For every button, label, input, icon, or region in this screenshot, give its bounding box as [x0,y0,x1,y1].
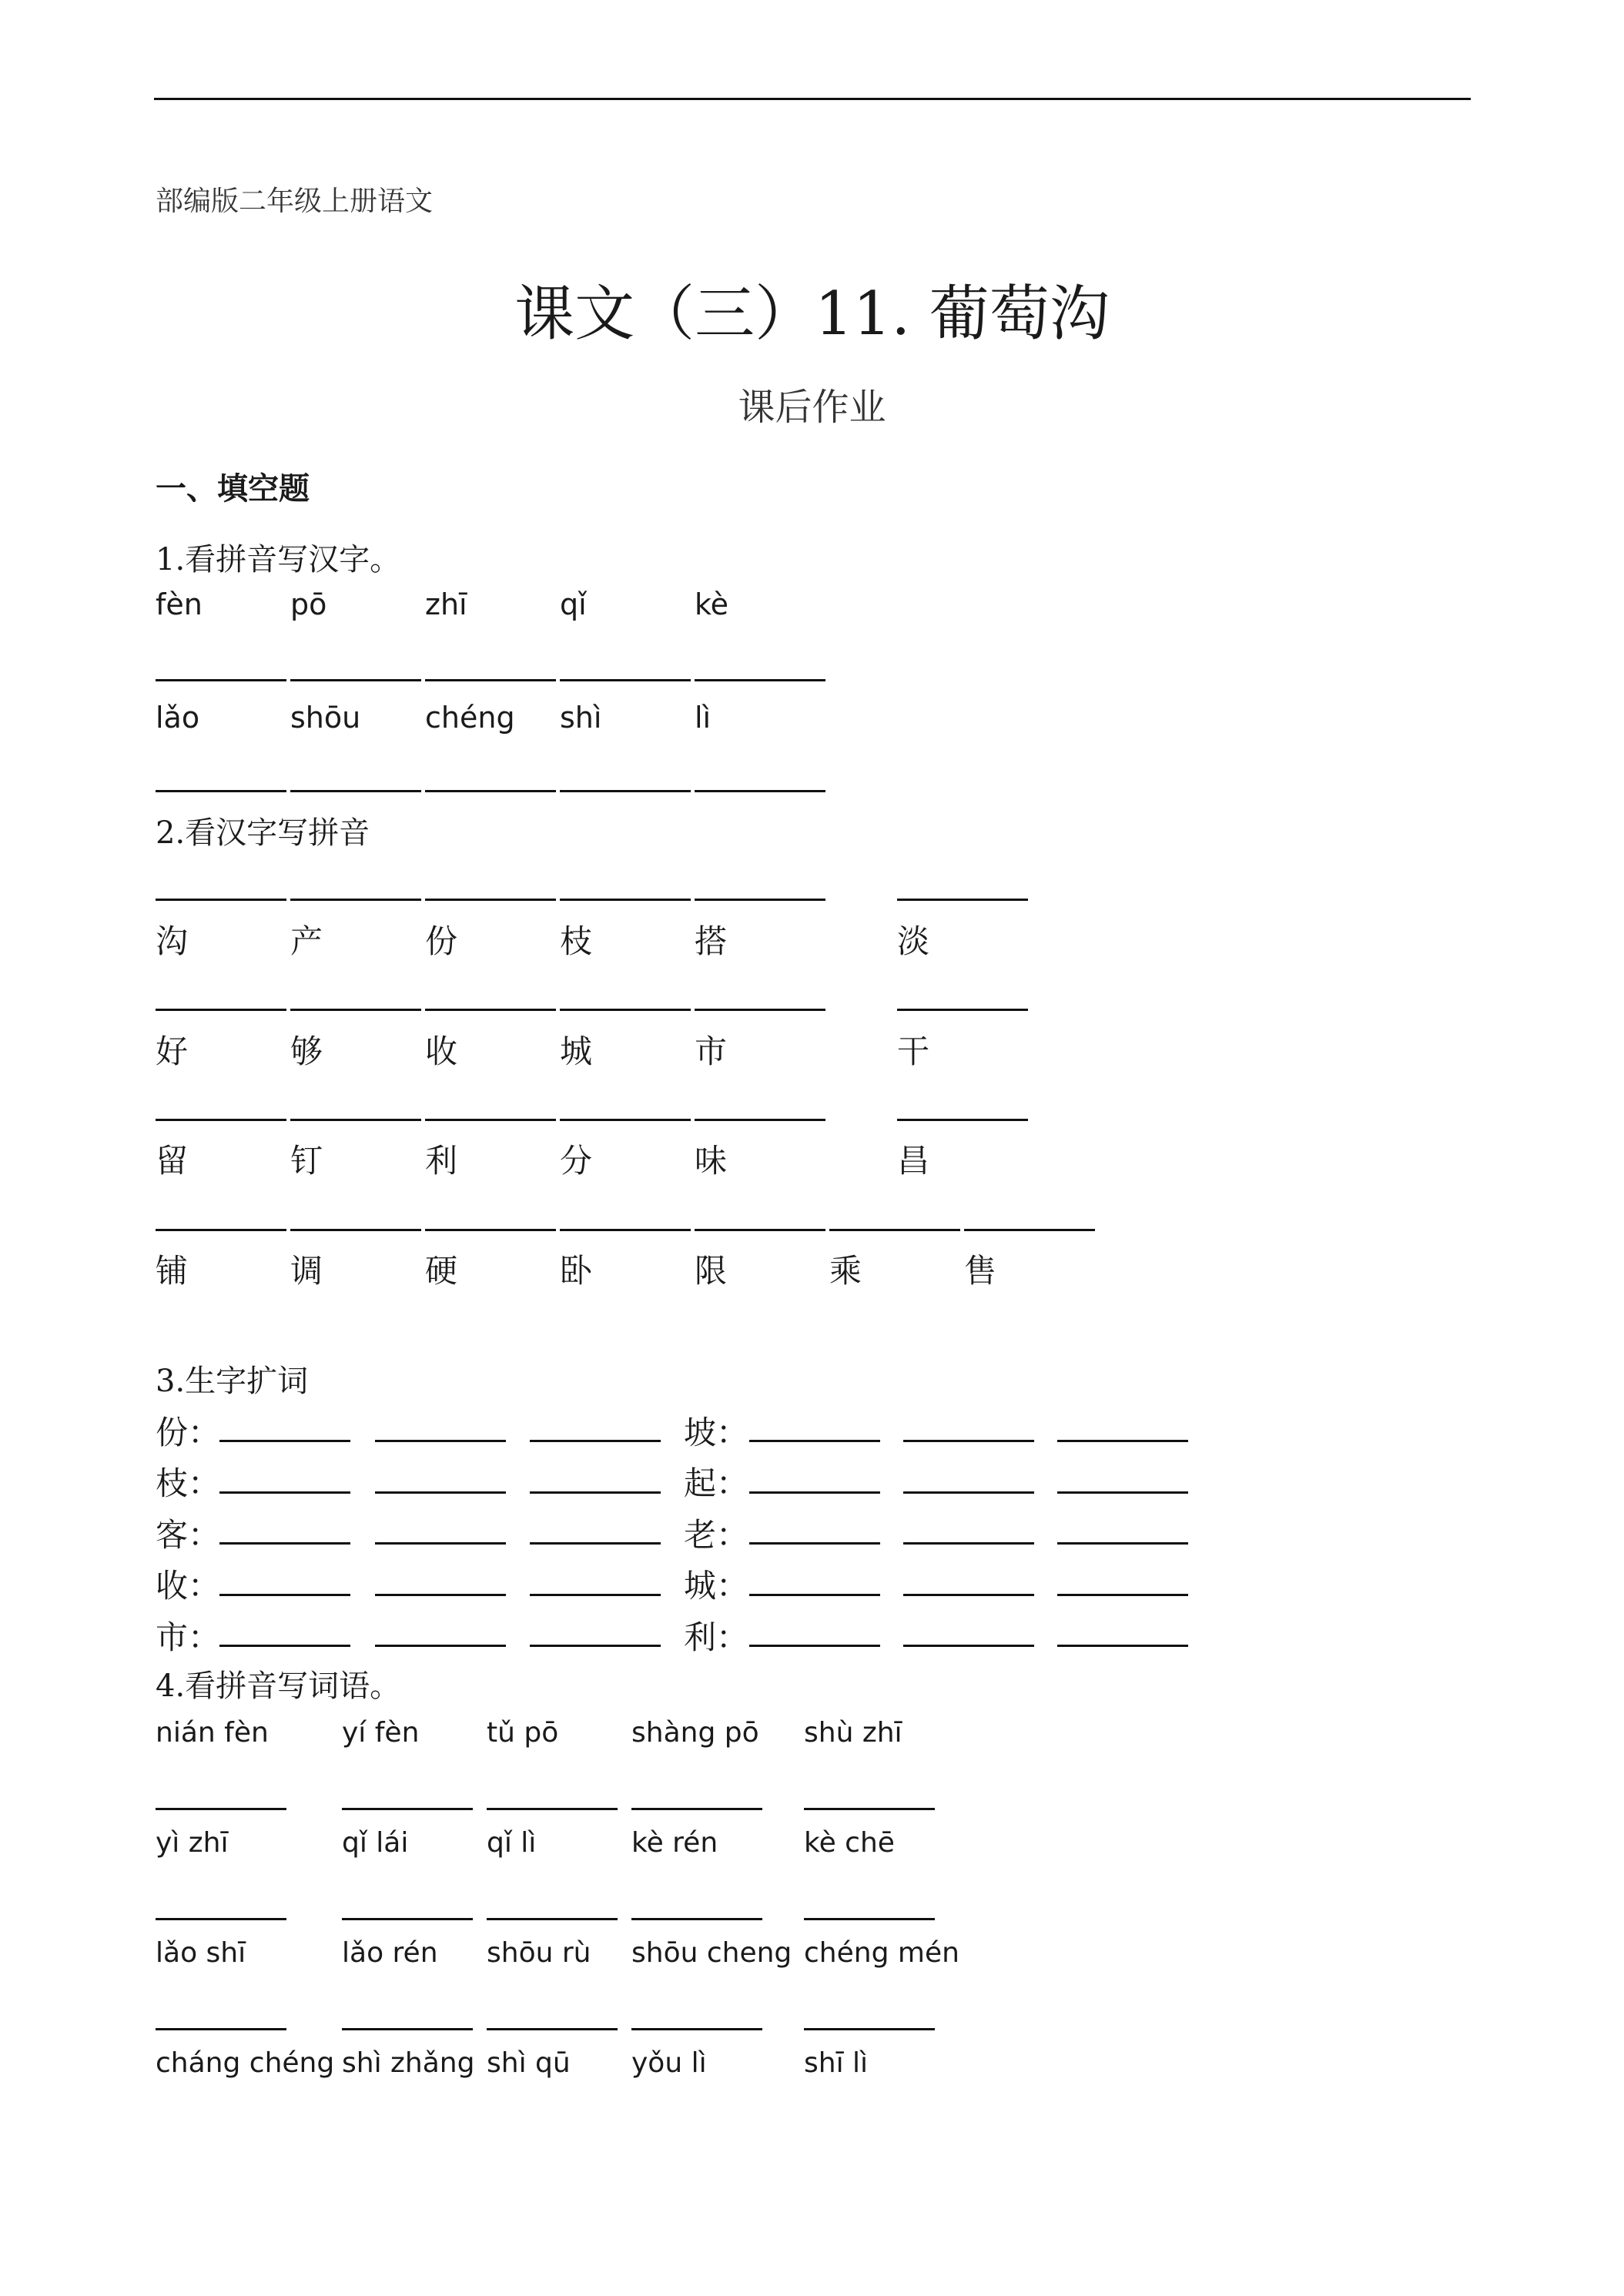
hanzi-cell: 城 [560,1033,593,1070]
pinyin-cell: qǐ [560,587,587,621]
answer-blank[interactable] [342,2028,473,2030]
answer-blank[interactable] [695,1229,825,1231]
answer-blank[interactable] [375,1491,506,1494]
answer-blank[interactable] [425,899,556,901]
answer-blank[interactable] [1057,1645,1188,1647]
pinyin-cell: kè [695,587,729,621]
section-title: 一、填空题 [156,471,310,507]
hanzi-cell: 好 [156,1033,189,1070]
answer-blank[interactable] [560,1009,691,1011]
answer-blank[interactable] [375,1542,506,1545]
pinyin-cell: shì [560,701,602,735]
answer-blank[interactable] [487,2028,618,2030]
q2-heading: 2.看汉字写拼音 [156,815,370,851]
answer-blank[interactable] [560,899,691,901]
answer-blank[interactable] [749,1542,880,1545]
answer-blank[interactable] [804,1918,935,1920]
answer-blank[interactable] [560,1229,691,1231]
answer-blank[interactable] [156,1009,286,1011]
answer-blank[interactable] [695,1009,825,1011]
answer-blank[interactable] [219,1491,350,1494]
answer-blank[interactable] [425,790,556,792]
hanzi-cell: 市 [695,1033,728,1070]
word-tag: 市： [156,1618,221,1656]
hanzi-cell: 钉 [290,1142,323,1180]
answer-blank[interactable] [530,1440,661,1442]
hanzi-cell: 沟 [156,922,189,960]
answer-blank[interactable] [425,1229,556,1231]
pinyin-cell: fèn [156,587,203,621]
answer-blank[interactable] [695,1119,825,1121]
pinyin-word: qǐ lái [342,1827,409,1859]
answer-blank[interactable] [560,1119,691,1121]
answer-blank[interactable] [342,1918,473,1920]
page-title: 课文（三）11. 葡萄沟 [514,279,1110,349]
pinyin-word: shàng pō [631,1717,759,1749]
word-tag: 份： [156,1414,221,1451]
answer-blank[interactable] [290,1119,421,1121]
pinyin-word: shōu cheng [631,1937,792,1969]
hanzi-cell: 卧 [560,1252,593,1290]
pinyin-word: shōu rù [487,1937,591,1969]
answer-blank[interactable] [804,2028,935,2030]
answer-blank[interactable] [156,899,286,901]
answer-blank[interactable] [749,1594,880,1596]
pinyin-cell: lì [695,701,712,735]
answer-blank[interactable] [530,1542,661,1545]
hanzi-cell: 售 [964,1252,997,1290]
word-tag: 枝： [156,1464,221,1502]
hanzi-cell: 留 [156,1142,189,1180]
answer-blank[interactable] [219,1440,350,1442]
answer-blank[interactable] [425,1009,556,1011]
pinyin-word: qǐ lì [487,1827,537,1859]
answer-blank[interactable] [749,1440,880,1442]
answer-blank[interactable] [219,1542,350,1545]
answer-blank[interactable] [631,2028,762,2030]
answer-blank[interactable] [749,1491,880,1494]
answer-blank[interactable] [425,1119,556,1121]
answer-blank[interactable] [375,1440,506,1442]
answer-blank[interactable] [156,1229,286,1231]
pinyin-word: lǎo shī [156,1937,246,1969]
answer-blank[interactable] [156,2028,286,2030]
hanzi-cell: 够 [290,1033,323,1070]
word-tag: 起： [684,1464,749,1502]
answer-blank[interactable] [560,679,691,681]
q1-heading: 1.看拼音写汉字。 [156,542,401,577]
answer-blank[interactable] [290,790,421,792]
answer-blank[interactable] [903,1440,1034,1442]
answer-blank[interactable] [964,1229,1095,1231]
answer-blank[interactable] [290,1009,421,1011]
answer-blank[interactable] [695,679,825,681]
word-tag: 城： [684,1567,749,1605]
answer-blank[interactable] [1057,1440,1188,1442]
pinyin-word: shì zhǎng [342,2047,475,2079]
hanzi-cell: 淡 [897,922,930,960]
answer-blank[interactable] [560,790,691,792]
hanzi-cell: 调 [290,1252,323,1290]
hanzi-cell: 硬 [425,1252,458,1290]
word-tag: 坡： [684,1414,749,1451]
answer-blank[interactable] [156,679,286,681]
answer-blank[interactable] [1057,1542,1188,1545]
answer-blank[interactable] [897,1009,1028,1011]
pinyin-word: chéng mén [804,1937,959,1969]
answer-blank[interactable] [749,1645,880,1647]
answer-blank[interactable] [487,1918,618,1920]
answer-blank[interactable] [342,1808,473,1810]
answer-blank[interactable] [290,679,421,681]
pinyin-cell: shōu [290,701,361,735]
word-tag: 利： [684,1618,749,1656]
hanzi-cell: 味 [695,1142,728,1180]
word-tag: 客： [156,1516,221,1554]
answer-blank[interactable] [290,1229,421,1231]
pinyin-word: yǒu lì [631,2047,707,2079]
pinyin-word: shī lì [804,2047,869,2079]
pinyin-word: shù zhī [804,1717,902,1749]
answer-blank[interactable] [897,1119,1028,1121]
pinyin-word: yì zhī [156,1827,229,1859]
answer-blank[interactable] [219,1645,350,1647]
answer-blank[interactable] [695,790,825,792]
edition-label: 部编版二年级上册语文 [156,186,434,217]
answer-blank[interactable] [375,1645,506,1647]
header-rule [154,98,1471,100]
answer-blank[interactable] [290,899,421,901]
answer-blank[interactable] [903,1491,1034,1494]
answer-blank[interactable] [156,1918,286,1920]
pinyin-word: yí fèn [342,1717,420,1749]
answer-blank[interactable] [903,1645,1034,1647]
hanzi-cell: 份 [425,922,458,960]
pinyin-word: kè rén [631,1827,718,1859]
hanzi-cell: 昌 [897,1142,930,1180]
pinyin-cell: lǎo [156,701,200,735]
answer-blank[interactable] [156,1119,286,1121]
answer-blank[interactable] [903,1594,1034,1596]
hanzi-cell: 利 [425,1142,458,1180]
answer-blank[interactable] [804,1808,935,1810]
hanzi-cell: 枝 [560,922,593,960]
q3-heading: 3.生字扩词 [156,1364,309,1399]
pinyin-cell: zhī [425,587,467,621]
pinyin-word: lǎo rén [342,1937,438,1969]
answer-blank[interactable] [156,1808,286,1810]
hanzi-cell: 搭 [695,922,728,960]
answer-blank[interactable] [375,1594,506,1596]
pinyin-word: tǔ pō [487,1717,559,1749]
answer-blank[interactable] [530,1645,661,1647]
hanzi-cell: 限 [695,1252,728,1290]
answer-blank[interactable] [156,790,286,792]
answer-blank[interactable] [695,899,825,901]
answer-blank[interactable] [631,1918,762,1920]
hanzi-cell: 铺 [156,1252,189,1290]
answer-blank[interactable] [1057,1491,1188,1494]
word-tag: 收： [156,1567,221,1605]
pinyin-word: shì qū [487,2047,571,2079]
hanzi-cell: 乘 [829,1252,862,1290]
answer-blank[interactable] [631,1808,762,1810]
answer-blank[interactable] [903,1542,1034,1545]
answer-blank[interactable] [530,1491,661,1494]
hanzi-cell: 产 [290,922,323,960]
answer-blank[interactable] [897,899,1028,901]
answer-blank[interactable] [425,679,556,681]
answer-blank[interactable] [829,1229,960,1231]
pinyin-word: cháng chéng [156,2047,335,2079]
answer-blank[interactable] [530,1594,661,1596]
pinyin-word: kè chē [804,1827,895,1859]
answer-blank[interactable] [487,1808,618,1810]
hanzi-cell: 干 [897,1033,930,1070]
page-subtitle: 课后作业 [738,386,886,429]
hanzi-cell: 分 [560,1142,593,1180]
q4-heading: 4.看拼音写词语。 [156,1668,401,1704]
word-tag: 老： [684,1516,749,1554]
answer-blank[interactable] [219,1594,350,1596]
pinyin-cell: chéng [425,701,515,735]
answer-blank[interactable] [1057,1594,1188,1596]
pinyin-word: nián fèn [156,1717,269,1749]
hanzi-cell: 收 [425,1033,458,1070]
pinyin-cell: pō [290,587,327,621]
